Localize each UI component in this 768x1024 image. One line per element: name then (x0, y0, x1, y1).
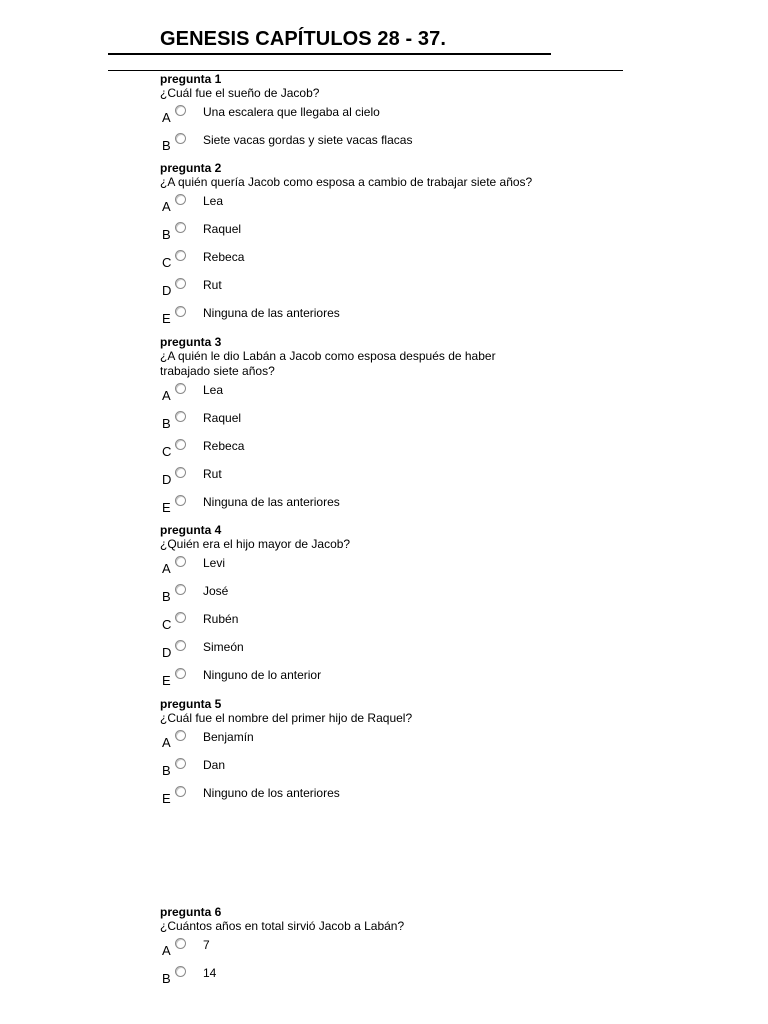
option-text: Rebeca (203, 439, 245, 453)
answer-option[interactable] (160, 101, 580, 129)
option-letter: E (162, 791, 171, 806)
question-6 (160, 905, 580, 990)
title-underline (108, 53, 551, 55)
question-label: pregunta 4 (160, 523, 222, 537)
option-text: Dan (203, 758, 226, 772)
option-letter: B (162, 589, 171, 604)
option-letter: B (162, 227, 171, 242)
answer-option[interactable] (160, 129, 580, 157)
answer-option[interactable] (160, 754, 580, 782)
answer-option[interactable] (160, 302, 580, 330)
question-1 (160, 72, 580, 157)
radio-button[interactable] (175, 584, 186, 595)
radio-button[interactable] (175, 556, 186, 567)
option-letter: D (162, 645, 172, 660)
option-letter: C (162, 255, 172, 270)
option-letter: E (162, 500, 171, 515)
answer-option[interactable] (160, 962, 580, 990)
option-letter: A (162, 735, 171, 750)
question-label: pregunta 1 (160, 72, 222, 86)
answer-option[interactable] (160, 274, 580, 302)
radio-button[interactable] (175, 938, 186, 949)
radio-button[interactable] (175, 640, 186, 651)
question-text: ¿A quién le dio Labán a Jacob como esposa después de haber trabajado siete años? (160, 349, 496, 378)
page-title: GENESIS CAPÍTULOS 28 - 37. (160, 28, 447, 50)
radio-button[interactable] (175, 133, 186, 144)
radio-button[interactable] (175, 222, 186, 233)
option-text: Levi (203, 556, 226, 570)
radio-button[interactable] (175, 250, 186, 261)
option-text: 7 (203, 938, 210, 952)
answer-option[interactable] (160, 664, 580, 692)
answer-option[interactable] (160, 190, 580, 218)
question-label: pregunta 5 (160, 697, 222, 711)
option-text: Rebeca (203, 250, 245, 264)
option-text: Una escalera que llegaba al cielo (203, 105, 380, 119)
option-letter: A (162, 199, 171, 214)
option-text: José (203, 584, 229, 598)
radio-button[interactable] (175, 495, 186, 506)
option-letter: C (162, 444, 172, 459)
option-text: Ninguna de las anteriores (203, 495, 340, 509)
answer-option[interactable] (160, 580, 580, 608)
option-letter: B (162, 416, 171, 431)
radio-button[interactable] (175, 306, 186, 317)
question-label: pregunta 2 (160, 161, 222, 175)
option-letter: A (162, 943, 171, 958)
answer-option[interactable] (160, 491, 580, 519)
option-text: Rubén (203, 612, 239, 626)
option-text: Lea (203, 383, 224, 397)
radio-button[interactable] (175, 105, 186, 116)
option-text: Benjamín (203, 730, 254, 744)
answer-option[interactable] (160, 407, 580, 435)
option-text: Raquel (203, 222, 242, 236)
answer-option[interactable] (160, 463, 580, 491)
radio-button[interactable] (175, 758, 186, 769)
radio-button[interactable] (175, 439, 186, 450)
question-5 (160, 697, 580, 810)
option-letter: B (162, 763, 171, 778)
radio-button[interactable] (175, 194, 186, 205)
option-letter: E (162, 673, 171, 688)
answer-option[interactable] (160, 435, 580, 463)
header-divider (108, 70, 623, 71)
radio-button[interactable] (175, 730, 186, 741)
answer-option[interactable] (160, 636, 580, 664)
radio-button[interactable] (175, 786, 186, 797)
option-text: Ninguna de las anteriores (203, 306, 340, 320)
option-letter: B (162, 971, 171, 986)
question-label: pregunta 3 (160, 335, 222, 349)
option-letter: A (162, 110, 171, 125)
question-text: ¿A quién quería Jacob como esposa a cambio de trabajar siete años? (160, 175, 533, 189)
radio-button[interactable] (175, 411, 186, 422)
answer-option[interactable] (160, 246, 580, 274)
option-text: Rut (203, 467, 222, 481)
option-text: Raquel (203, 411, 242, 425)
option-text: Ninguno de los anteriores (203, 786, 340, 800)
question-text: ¿Cuál fue el sueño de Jacob? (160, 86, 320, 100)
option-text: Simeón (203, 640, 244, 654)
question-text: ¿Quién era el hijo mayor de Jacob? (160, 537, 351, 551)
answer-option[interactable] (160, 726, 580, 754)
option-text: Rut (203, 278, 222, 292)
option-letter: C (162, 617, 172, 632)
answer-option[interactable] (160, 782, 580, 810)
radio-button[interactable] (175, 383, 186, 394)
option-letter: E (162, 311, 171, 326)
question-text: ¿Cuántos años en total sirvió Jacob a Labán? (160, 919, 405, 933)
radio-button[interactable] (175, 966, 186, 977)
answer-option[interactable] (160, 218, 580, 246)
question-text: ¿Cuál fue el nombre del primer hijo de Raquel? (160, 711, 413, 725)
option-text: 14 (203, 966, 217, 980)
answer-option[interactable] (160, 608, 580, 636)
option-letter: A (162, 561, 171, 576)
radio-button[interactable] (175, 668, 186, 679)
answer-option[interactable] (160, 552, 580, 580)
radio-button[interactable] (175, 467, 186, 478)
question-4 (160, 523, 580, 692)
option-text: Lea (203, 194, 224, 208)
radio-button[interactable] (175, 278, 186, 289)
radio-button[interactable] (175, 612, 186, 623)
option-letter: D (162, 472, 172, 487)
option-text: Ninguno de lo anterior (203, 668, 322, 682)
option-letter: B (162, 138, 171, 153)
option-letter: A (162, 388, 171, 403)
answer-option[interactable] (160, 934, 580, 962)
question-3 (160, 335, 580, 519)
answer-option[interactable] (160, 379, 580, 407)
question-label: pregunta 6 (160, 905, 222, 919)
question-2 (160, 161, 580, 330)
option-letter: D (162, 283, 172, 298)
option-text: Siete vacas gordas y siete vacas flacas (203, 133, 413, 147)
